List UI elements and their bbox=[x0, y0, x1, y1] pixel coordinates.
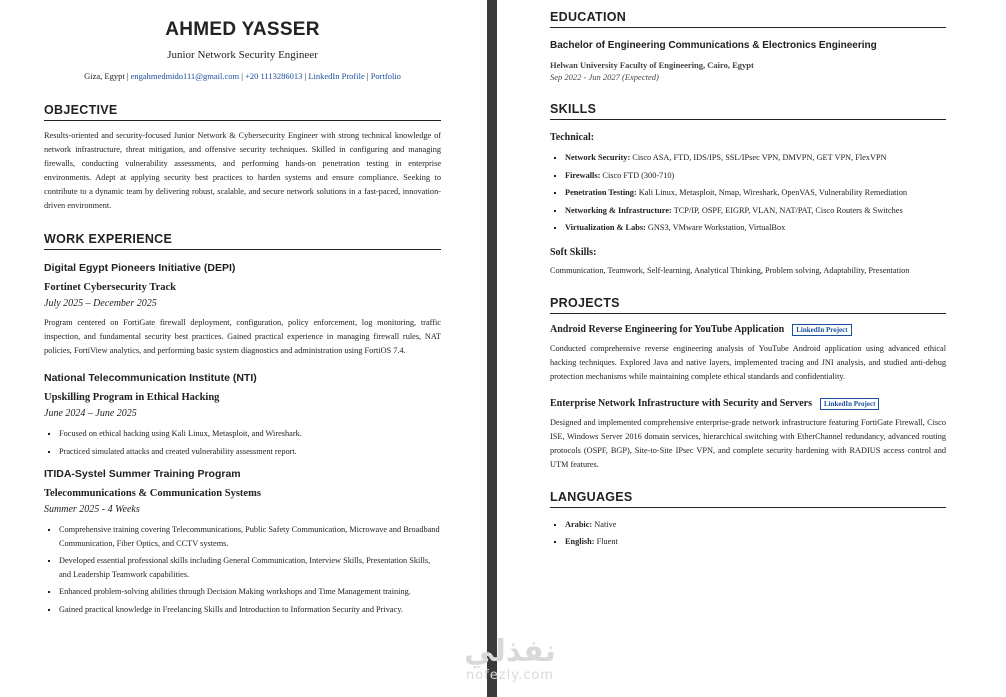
experience-bullets bbox=[44, 427, 441, 458]
contact-line: Giza, Egypt | engahmedmido111@gmail.com | +20 1113286013 | LinkedIn Profile | Portfolio bbox=[84, 71, 401, 81]
list-item: ▪ Network Security: Cisco ASA, FTD, IDS/IPS, SSL/IPsec VPN, DMVPN, GET VPN, FlexVPN bbox=[565, 151, 946, 165]
experience-item-depi bbox=[44, 262, 441, 358]
list-item: ▪ Comprehensive training covering Telecommunications, Public Safety Communication, Microwave and Broadband Communication, Fiber Optics, and CCTV systems. bbox=[59, 523, 441, 550]
languages-heading: LANGUAGES bbox=[550, 490, 946, 508]
experience-org: Digital Egypt Pioneers Initiative (DEPI) bbox=[44, 262, 236, 274]
project-item bbox=[550, 324, 946, 384]
watermark-latin: nofezly.com bbox=[466, 668, 554, 683]
candidate-role: Junior Network Security Engineer bbox=[167, 49, 318, 61]
project-item bbox=[550, 398, 946, 472]
email-link[interactable]: engahmedmido111@gmail.com bbox=[130, 71, 240, 81]
technical-skills-list bbox=[550, 151, 946, 235]
education-dates: Sep 2022 - Jun 2027 (Expected) bbox=[550, 72, 659, 82]
experience-org: ITIDA-Systel Summer Training Program bbox=[44, 468, 241, 480]
experience-item-itida bbox=[44, 468, 441, 616]
list-item: ▪ Penetration Testing: Kali Linux, Metasploit, Nmap, Wireshark, OpenVAS, Vulnerability Remediation bbox=[565, 186, 946, 200]
experience-heading: WORK EXPERIENCE bbox=[44, 232, 441, 250]
project-title: Enterprise Network Infrastructure with Security and Servers bbox=[550, 398, 812, 409]
resume-page-left bbox=[0, 0, 487, 697]
objective-text: Results-oriented and security-focused Junior Network & Cybersecurity Engineer with strong technical knowledge of network infrastructure, threat mitigation, and offensive security techniques. Skilled in configuring and managing firewalls, conducting vulnerability assessments, and performing hands-on penetration testing in enterprise environments. Adept at applying security best practices to harden systems and ensure compliance. Seeking to contribute to a dynamic team by delivering robust, scalable, and secure network solutions in a fast-paced, innovation-driven environment. bbox=[44, 131, 441, 210]
linkedin-project-link[interactable]: LinkedIn Project bbox=[820, 398, 879, 410]
education-degree: Bachelor of Engineering Communications & Electronics Engineering bbox=[550, 40, 877, 51]
experience-item-nti bbox=[44, 372, 441, 458]
watermark-arabic: نفذلي bbox=[464, 634, 556, 669]
languages-list bbox=[550, 518, 946, 549]
experience-program: Fortinet Cybersecurity Track bbox=[44, 282, 176, 293]
watermark-logo bbox=[440, 636, 580, 683]
skills-heading: SKILLS bbox=[550, 102, 946, 120]
project-description: Designed and implemented comprehensive enterprise-grade network infrastructure featuring FortiGate Firewall, Cisco ISE, Windows Server 2016 domain services, hierarchical switching with EtherChannel redundancy, advanced routing protocols (OSPF, BGP), Site-to-Site IPsec VPN, and complete security hardening with RADIUS access control and UTM features. bbox=[550, 417, 946, 469]
list-item: ▪ Focused on ethical hacking using Kali Linux, Metasploit, and Wireshark. bbox=[59, 427, 441, 441]
experience-dates: June 2024 – June 2025 bbox=[44, 408, 137, 419]
list-item: ▪ English: Fluent bbox=[565, 535, 946, 549]
list-item: ▪ Firewalls: Cisco FTD (300-710) bbox=[565, 169, 946, 183]
list-item: ▪ Virtualization & Labs: GNS3, VMware Workstation, VirtualBox bbox=[565, 221, 946, 235]
experience-org: National Telecommunication Institute (NTI) bbox=[44, 372, 257, 384]
experience-bullets bbox=[44, 523, 441, 616]
portfolio-link[interactable]: Portfolio bbox=[370, 71, 401, 81]
experience-description: Program centered on FortiGate firewall deployment, configuration, policy enforcement, log monitoring, traffic inspection, and fundamental security best practices. Gained practical experience in managing firewall rules, NAT policies, FortiView analytics, and performing basic system diagnostics and administration using FortiOS 7.4. bbox=[44, 318, 441, 355]
list-item: ▪ Practiced simulated attacks and created vulnerability assessment report. bbox=[59, 445, 441, 459]
education-heading: EDUCATION bbox=[550, 10, 946, 28]
experience-dates: July 2025 – December 2025 bbox=[44, 298, 157, 309]
objective-heading: OBJECTIVE bbox=[44, 103, 441, 121]
technical-skills-label: Technical: bbox=[550, 132, 595, 143]
projects-heading: PROJECTS bbox=[550, 296, 946, 314]
list-item: ▪ Networking & Infrastructure: TCP/IP, OSPF, EIGRP, VLAN, NAT/PAT, Cisco Routers & Switches bbox=[565, 204, 946, 218]
contact-location: Giza, Egypt bbox=[84, 71, 125, 81]
candidate-name: AHMED YASSER bbox=[165, 19, 320, 40]
soft-skills-label: Soft Skills: bbox=[550, 246, 597, 258]
list-item: ▪ Gained practical knowledge in Freelancing Skills and Introduction to Information Security and Privacy. bbox=[59, 603, 441, 617]
project-title: Android Reverse Engineering for YouTube Application bbox=[550, 324, 785, 335]
experience-dates: Summer 2025 - 4 Weeks bbox=[44, 504, 140, 515]
phone-link[interactable]: +20 1113286013 bbox=[245, 71, 303, 81]
project-description: Conducted comprehensive reverse engineering analysis of YouTube Android application using advanced ethical hacking techniques. Explored Java and native layers, implemented tracing and JNI analysis, and studied anti-debug protection mechanisms while maintaining complete ethical standards and confidentiality. bbox=[550, 343, 946, 381]
list-item: ▪ Arabic: Native bbox=[565, 518, 946, 532]
experience-program: Upskilling Program in Ethical Hacking bbox=[44, 392, 220, 403]
list-item: ▪ Enhanced problem-solving abilities through Decision Making workshops and Time Management training. bbox=[59, 585, 441, 599]
soft-skills-text: Communication, Teamwork, Self-learning, Analytical Thinking, Problem solving, Adaptability, Presentation bbox=[550, 265, 910, 275]
education-school: Helwan University Faculty of Engineering, Cairo, Egypt bbox=[550, 60, 754, 70]
resume-page-right bbox=[497, 0, 1006, 697]
linkedin-link[interactable]: LinkedIn Profile bbox=[308, 71, 365, 81]
experience-program: Telecommunications & Communication Systems bbox=[44, 488, 261, 499]
linkedin-project-link[interactable]: LinkedIn Project bbox=[792, 324, 851, 336]
list-item: ▪ Developed essential professional skills including General Communication, Interview Skills, Presentation Skills, and Leadership Teamwork capabilities. bbox=[59, 554, 441, 581]
